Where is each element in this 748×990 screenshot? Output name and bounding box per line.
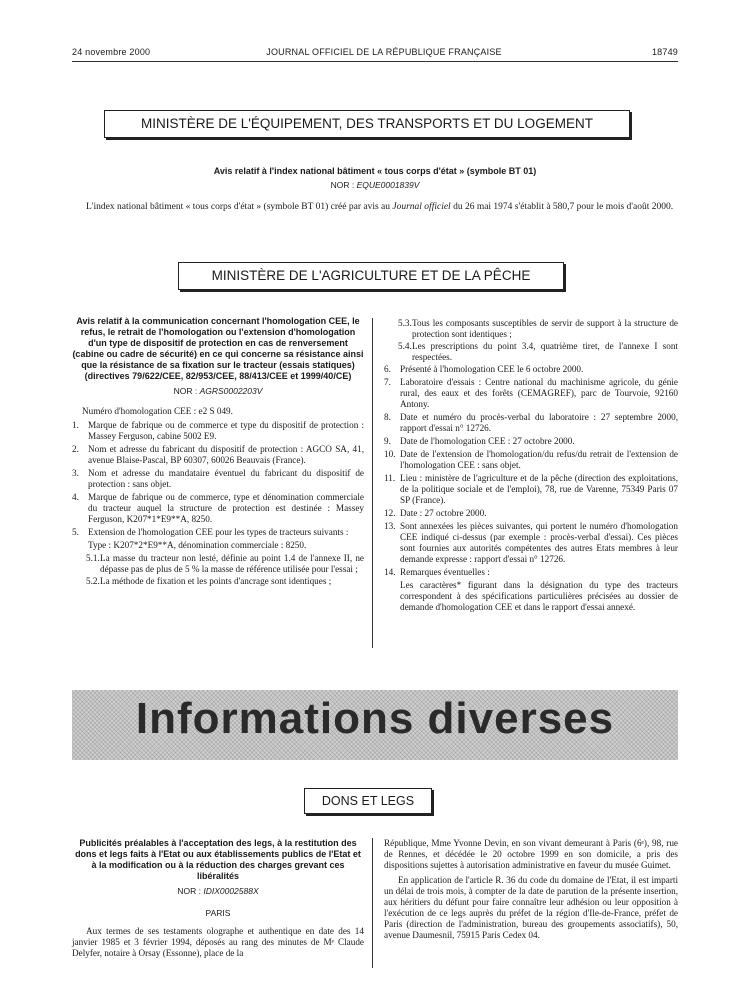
list-item: 5. Extension de l'homologation CEE pour les types de tracteurs suivants :: [72, 527, 349, 537]
nor-label: NOR :: [177, 886, 201, 896]
list-item: 2. Nom et adresse du fabricant du dispositif de protection : AGCO SA, 41, avenue Blaise-Pascal, BP 60307, 60026 Beauvais (France).: [72, 444, 364, 465]
left-column-legs: [72, 838, 364, 959]
list-item: 12. Date : 27 octobre 2000.: [384, 508, 487, 518]
avis-legs-title: Publicités préalables à l'acceptation des legs, à la restitution des dons et legs faits à l'Etat ou aux établissements publics de l'Etat et à la modification ou à la réduction des charges grevant ces libéralités: [75, 838, 361, 881]
list-item: 10. Date de l'extension de l'homologation/du refus/du retrait de l'extension de l'homologation CEE : sans objet.: [384, 449, 678, 470]
ministry-agriculture-heading: MINISTÈRE DE L'AGRICULTURE ET DE LA PÊCHE: [178, 262, 564, 290]
avis-homologation-title: Avis relatif à la communication concernant l'homologation CEE, le refus, le retrait de l'homologation ou l'extension d'homologation d'un type de dispositif de protection en cas de renversement (cabine ou cadre de sécurité) en ce qui concerne sa résistance ainsi que la résistance de sa fixation sur le tracteur (essais statiques) (directives 79/622/CEE, 82/953/CEE, 88/413/CEE et 1999/40/CE): [72, 316, 364, 381]
list-item: 13. Sont annexées les pièces suivantes, qui portent le numéro d'homologation CEE indiqué ci-dessus (par exemple : procès-verbal d'essai). Ces pièces sont fournies aux autorités compétentes des autres Etats membres à leur demande expresse : rapport d'essai n° 12726.: [384, 521, 678, 564]
header-page-number: 18749: [651, 47, 678, 57]
header-date: 24 novembre 2000: [72, 47, 151, 57]
column-divider: [372, 838, 373, 968]
legs-paragraph-right-1: République, Mme Yvonne Devin, en son vivant demeurant à Paris (6ᵉ), 98, rue de Rennes, et décédée le 20 octobre 1999 en son domicile, a pris des dispositions sujettes à autorisation administrative en faveur du musée Guimet.: [384, 838, 678, 870]
city-label: PARIS: [205, 908, 231, 918]
legs-paragraph-right-2: En application de l'article R. 36 du code du domaine de l'Etat, il est imparti un délai de trois mois, à compter de la date de parution de la présente insertion, aux héritiers du défunt pour faire connaître leur adhésion ou leur opposition à l'exécution de ce legs auprès du préfet de la région d'Ile-de-France, préfet de Paris (direction de l'administration, bureau des groupements associatifs), 50, avenue Daumesnil, 75915 Paris Cedex 04.: [384, 875, 678, 940]
remarques-text: Les caractères* figurant dans la désignation du type des tracteurs correspondent à des spécifications particulières précisées au dossier de demande d'homologation CEE et dans le rapport d'essai annexé.: [400, 580, 678, 612]
column-divider: [372, 318, 373, 648]
nor-code: EQUE0001839V: [356, 180, 420, 190]
list-item: 8. Date et numéro du procès-verbal du laboratoire : 27 septembre 2000, rapport d'essai n° 12726.: [384, 412, 678, 433]
numero-homologation: Numéro d'homologation CEE : e2 S 049.: [82, 406, 233, 416]
legs-paragraph-left: Aux termes de ses testaments olographe et authentique en date des 14 janvier 1985 et 3 février 1994, déposés au rang des minutes de Mᵉ Claude Delyfer, notaire à Orsay (Essonne), place de la: [72, 926, 364, 958]
nor-line-3: [72, 886, 364, 896]
left-column: [72, 316, 364, 588]
list-item: 11. Lieu : ministère de l'agriculture et de la pêche (direction des exploitations, de la politique sociale et de l'emploi), 78, rue de Varenne, 75349 Paris 07 SP (France).: [384, 473, 678, 505]
sub-item: 5.1. La masse du tracteur non lesté, définie au point 1.4 de l'annexe II, ne dépasse pas de plus de 5 % la masse de référence utilisée pour l'essai ;: [86, 553, 364, 574]
sub-item: 5.4. Les prescriptions du point 3.4, quatrième tiret, de l'annexe I sont respectées.: [398, 341, 678, 362]
right-column-legs: [384, 838, 678, 941]
list-item: 4. Marque de fabrique ou de commerce, type et dénomination commerciale du tracteur auquel la structure de protection est destinée : Massey Ferguson, K207*1*E9**A, 8250.: [72, 492, 364, 524]
nor-code: AGRS0002203V: [199, 386, 263, 396]
index-text-end: du 26 mai 1974 s'établit à 580,7 pour le mois d'août 2000.: [450, 202, 674, 212]
list-item: 6. Présenté à l'homologation CEE le 6 octobre 2000.: [384, 364, 584, 374]
sub-item: 5.2. La méthode de fixation et les points d'ancrage sont identiques ;: [86, 576, 332, 586]
informations-diverses-banner: [72, 690, 678, 760]
header-journal: JOURNAL OFFICIEL DE LA RÉPUBLIQUE FRANÇAISE: [266, 47, 502, 57]
list-item: 9. Date de l'homologation CEE : 27 octobre 2000.: [384, 436, 575, 446]
nor-line-2: [72, 386, 364, 396]
nor-label: NOR :: [330, 180, 355, 190]
nor-line-1: [72, 180, 678, 190]
dons-et-legs-heading: DONS ET LEGS: [304, 788, 432, 814]
list-item: 14. Remarques éventuelles :: [384, 567, 490, 577]
avis-index-title: Avis relatif à l'index national bâtiment « tous corps d'état » (symbole BT 01): [213, 166, 537, 176]
index-paragraph: [72, 202, 678, 213]
type-line: Type : K207*2*E9**A, dénomination commerciale : 8250.: [88, 540, 307, 550]
list-item: 3. Nom et adresse du mandataire éventuel du fabricant du dispositif de protection : sans objet.: [72, 468, 364, 489]
nor-label: NOR :: [173, 386, 198, 396]
index-text-italic: Journal officiel: [392, 202, 451, 212]
list-item: 1. Marque de fabrique ou de commerce et type du dispositif de protection : Massey Ferguson, cabine 5002 E9.: [72, 420, 364, 441]
right-column: [384, 318, 678, 613]
nor-code: IDIX0002588X: [203, 886, 259, 896]
list-item: 7. Laboratoire d'essais : Centre national du machinisme agricole, du génie rural, des eaux et des forêts (CEMAGREF), parc de Tourvoie, 92160 Antony.: [384, 377, 678, 409]
index-text-start: L'index national bâtiment « tous corps d'état » (symbole BT 01) créé par avis au: [86, 202, 393, 212]
header-rule: [72, 61, 678, 62]
ministry-equipement-heading: MINISTÈRE DE L'ÉQUIPEMENT, DES TRANSPORTS ET DU LOGEMENT: [104, 110, 630, 138]
sub-item: 5.3. Tous les composants susceptibles de servir de support à la structure de protection sont identiques ;: [398, 318, 678, 339]
banner-title: Informations diverses: [135, 694, 615, 743]
